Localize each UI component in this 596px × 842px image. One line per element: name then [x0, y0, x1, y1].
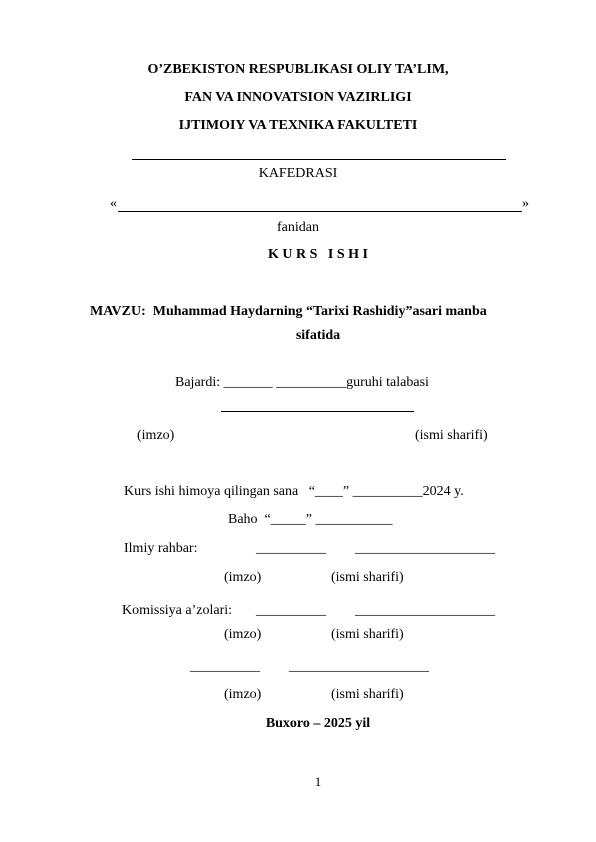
subject-blank-line: [118, 211, 522, 212]
commission-label: Komissiya a’zolari:: [122, 603, 233, 618]
subject-open-quote: «: [110, 196, 117, 211]
commission-name-blank-2: ____________________: [289, 659, 429, 674]
defense-date-line: Kurs ishi himoya qilingan sana “____” __________2024 y.: [124, 484, 464, 499]
supervisor-name-label: (ismi sharifi): [331, 570, 404, 585]
page-number: 1: [314, 774, 322, 789]
topic-line-2: sifatida: [295, 328, 341, 343]
ministry-line-1: O’ZBEKISTON RESPUBLIKASI OLIY TA’LIM,: [147, 62, 449, 77]
ministry-line-2: FAN VA INNOVATSION VAZIRLIGI: [184, 90, 412, 105]
supervisor-name-blank: ____________________: [355, 541, 495, 556]
student-name-blank: [221, 411, 414, 412]
topic-line-1: MAVZU: Muhammad Haydarning “Tarixi Rashidiy”asari manba: [90, 304, 487, 319]
student-signature-label: (imzo): [137, 428, 175, 443]
department-label: KAFEDRASI: [258, 166, 338, 181]
faculty-line: IJTIMOIY VA TEXNIKA FAKULTETI: [178, 118, 418, 133]
supervisor-label: Ilmiy rahbar:: [124, 541, 198, 556]
subject-word: fanidan: [277, 220, 319, 235]
commission-signature-label-1: (imzo): [224, 627, 262, 642]
commission-signature-blank-2: __________: [190, 659, 260, 674]
grade-line: Baho “_____” ___________: [228, 512, 393, 527]
city-year: Buxoro – 2025 yil: [265, 716, 371, 731]
student-name-label: (ismi sharifi): [415, 428, 488, 443]
department-blank-line: [132, 159, 506, 160]
commission-name-label-2: (ismi sharifi): [331, 687, 404, 702]
subject-close-quote: »: [522, 196, 529, 211]
commission-signature-blank-1: __________: [256, 603, 326, 618]
supervisor-signature-label: (imzo): [224, 570, 262, 585]
work-title: K U R S I S H I: [268, 247, 368, 262]
supervisor-signature-blank: __________: [256, 541, 326, 556]
commission-name-label-1: (ismi sharifi): [331, 627, 404, 642]
commission-signature-label-2: (imzo): [224, 687, 262, 702]
commission-name-blank-1: ____________________: [355, 603, 495, 618]
student-label: Bajardi: _______ __________guruhi talabasi: [175, 375, 429, 390]
